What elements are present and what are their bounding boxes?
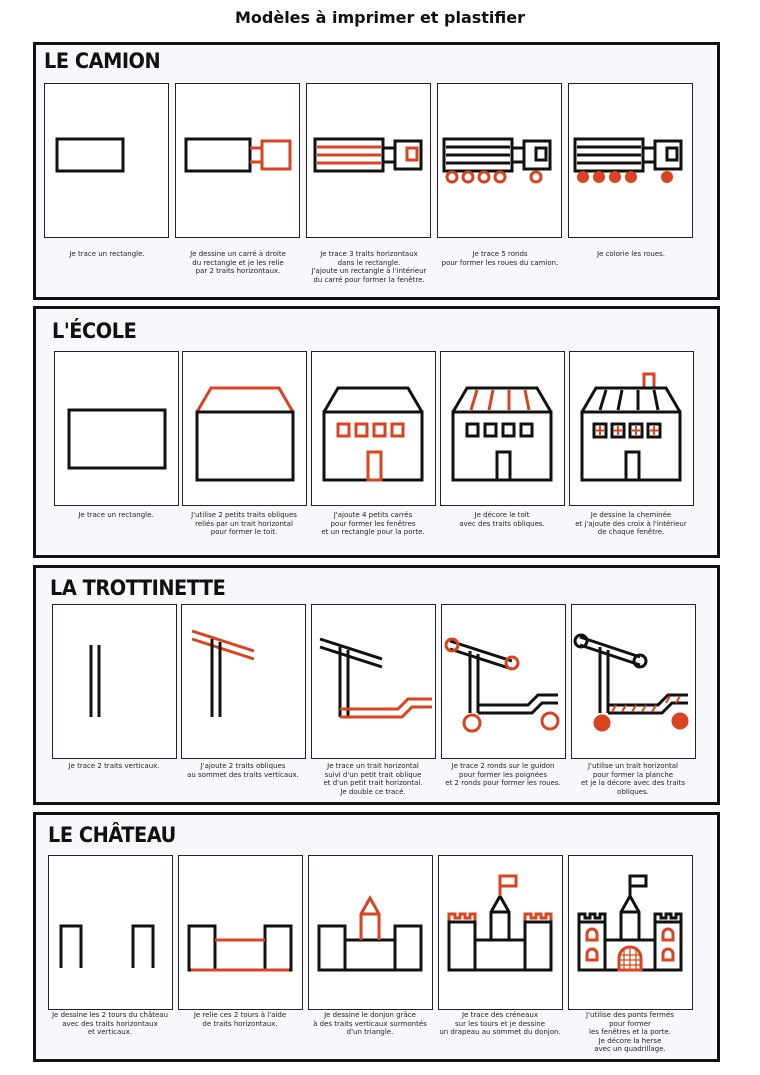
step-caption-2: Je dessine un carré à droite du rectangle et je les relie par 2 traits horizontaux. — [190, 250, 286, 276]
section-title: LA TROTTINETTE — [50, 576, 226, 600]
page-title: Modèles à imprimer et plastifier — [234, 8, 526, 27]
step-caption-5: J'utilise un trait horizontal pour former la planche et je la décore avec des traits obliques. — [580, 762, 686, 796]
step-panel-2 — [182, 351, 307, 506]
section-chateau — [33, 812, 720, 1062]
step-caption-4: Je trace 2 ronds sur le guidon pour former les poignées et 2 ronds pour former les roues. — [445, 762, 561, 788]
step-panel-2 — [181, 604, 306, 759]
step-panel-3 — [308, 855, 433, 1010]
step-caption-2: J'utilise 2 petits traits obliques reliés par un trait horizontal pour former le toit. — [191, 511, 297, 537]
step-panel-1 — [52, 604, 177, 759]
step-caption-3: J'ajoute 4 petits carrés pour former les fenêtres et un rectangle pour la porte. — [321, 511, 425, 537]
step-caption-1: Je trace un rectangle. — [69, 250, 145, 258]
step-caption-2: J'ajoute 2 traits obliques au sommet des traits verticaux. — [187, 762, 299, 779]
step-caption-3: Je trace un trait horizontal suivi d'un petit trait oblique et d'un petit trait horizontal. Je double ce tracé. — [323, 762, 423, 796]
section-title: L'ÉCOLE — [52, 319, 137, 343]
step-caption-1: Je dessine les 2 tours du château avec des traits horizontaux et verticaux. — [51, 1011, 169, 1037]
step-panel-4 — [441, 604, 566, 759]
step-panel-5 — [571, 604, 696, 759]
step-caption-4: Je décore le toit avec des traits obliques. — [459, 511, 545, 528]
step-panel-3 — [306, 83, 431, 238]
section-camion — [33, 42, 720, 300]
step-panel-2 — [178, 855, 303, 1010]
section-title: LE CHÂTEAU — [48, 823, 176, 847]
step-panel-3 — [311, 351, 436, 506]
step-panel-3 — [311, 604, 436, 759]
step-panel-4 — [440, 351, 565, 506]
step-panel-5 — [569, 351, 694, 506]
step-caption-5: Je dessine la cheminée et j'ajoute des croix à l'intérieur de chaque fenêtre. — [575, 511, 687, 537]
step-panel-2 — [175, 83, 300, 238]
step-panel-1 — [44, 83, 169, 238]
step-caption-4: Je trace des créneaux sur les tours et je dessine un drapeau au sommet du donjon. — [439, 1011, 561, 1037]
step-panel-5 — [568, 855, 693, 1010]
step-caption-3: Je trace 3 traits horizontaux dans le rectangle. J'ajoute un rectangle à l'intérieur du carré pour former la fenêtre. — [311, 250, 427, 284]
step-caption-1: Je trace 2 traits verticaux. — [68, 762, 160, 770]
step-caption-1: Je trace un rectangle. — [78, 511, 154, 519]
section-ecole — [33, 306, 720, 558]
section-trottinette — [33, 565, 720, 805]
step-panel-5 — [568, 83, 693, 238]
step-panel-1 — [54, 351, 179, 506]
step-caption-2: Je relie ces 2 tours à l'aide de traits horizontaux. — [193, 1011, 287, 1028]
section-title: LE CAMION — [44, 49, 161, 73]
step-caption-4: Je trace 5 ronds pour former les roues du camion. — [441, 250, 559, 267]
step-caption-5: J'utilise des ponts fermés pour former les fenêtres et la porte. Je décore la herse avec un quadrillage. — [586, 1011, 674, 1054]
step-caption-3: Je dessine le donjon grâce à des traits verticaux surmontés d'un triangle. — [313, 1011, 427, 1037]
step-panel-1 — [48, 855, 173, 1010]
step-panel-4 — [437, 83, 562, 238]
step-panel-4 — [438, 855, 563, 1010]
step-caption-5: Je colorie les roues. — [596, 250, 666, 258]
